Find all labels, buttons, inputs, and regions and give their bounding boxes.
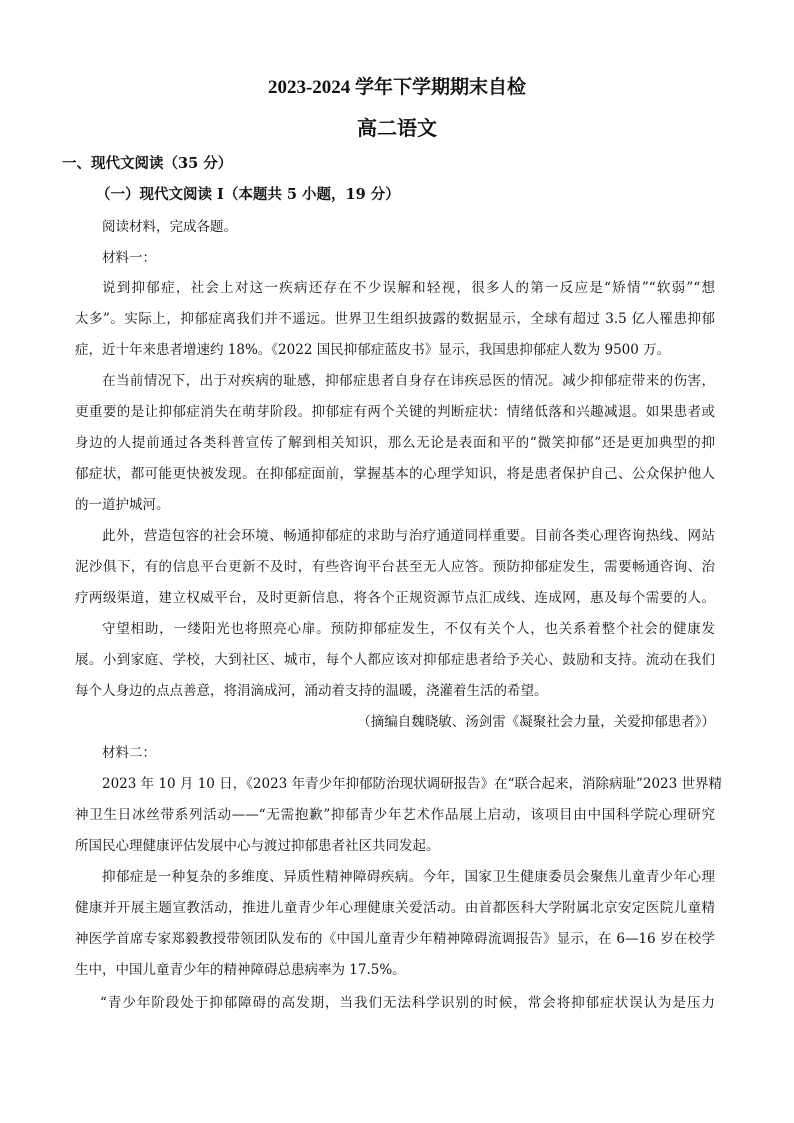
paragraph-line: 抑郁症是一种复杂的多维度、异质性精神障碍疾病。今年，国家卫生健康委员会聚焦儿童青少年心理 <box>102 869 715 885</box>
paragraph-line: 守望相助，一缕阳光也将照亮心扉。预防抑郁症发生，不仅有关个人，也关系着整个社会的健康发 <box>102 621 715 637</box>
paragraph-line: 2023 年 10 月 10 日，《2023 年青少年抑郁防治现状调研报告》在“联合起来，消除病耻”2023 世界精 <box>102 776 723 792</box>
paragraph-line: 展。小到家庭、学校，大到社区、城市，每个人都应该对抑郁症患者给予关心、鼓励和支持。流动在我们 <box>75 652 715 668</box>
material-2-label: 材料二： <box>102 745 156 761</box>
paragraph-line: 每个人身边的点点善意，将涓滴成河，涌动着支持的温暖，浇灌着生活的希望。 <box>75 683 548 699</box>
paragraph-line: 郁症状，都可能更快被发现。在抑郁症面前，掌握基本的心理学知识，将是患者保护自己、公众保护他人 <box>75 466 715 482</box>
paragraph-line: 所国民心理健康评估发展中心与渡过抑郁患者社区共同发起。 <box>75 838 440 854</box>
material-1-source: （摘编自魏晓敏、汤剑雷《凝聚社会力量，关爱抑郁患者》） <box>357 714 715 730</box>
paragraph-line: 健康并开展主题宣教活动，推进儿童青少年心理健康关爱活动。由首都医科大学附属北京安定医院儿童精 <box>75 900 715 916</box>
document-subtitle: 高二语文 <box>357 118 437 140</box>
paragraph-line: 的一道护城河。 <box>75 497 170 513</box>
section-heading: 一、现代文阅读（35 分） <box>62 155 233 172</box>
paragraph-line: 说到抑郁症，社会上对这一疾病还存在不少误解和轻视，很多人的第一反应是“矫情”“软弱”“想 <box>102 280 715 296</box>
paragraph-line: 太多”。实际上，抑郁症离我们并不遥远。世界卫生组织披露的数据显示，全球有超过 3.5 亿人罹患抑郁 <box>75 311 715 327</box>
paragraph-line: 生中，中国儿童青少年的精神障碍总患病率为 17.5%。 <box>75 962 406 978</box>
instruction-text: 阅读材料，完成各题。 <box>102 219 237 235</box>
paragraph-line: 泥沙俱下，有的信息平台更新不及时，有些咨询平台甚至无人应答。预防抑郁症发生，需要畅通咨询、治 <box>75 559 715 575</box>
paragraph-line: 神医学首席专家郑毅教授带领团队发布的《中国儿童青少年精神障碍流调报告》显示，在 6—16 岁在校学 <box>75 931 715 947</box>
paragraph-line: “青少年阶段处于抑郁障碍的高发期，当我们无法科学识别的时候，常会将抑郁症状误认为是压力 <box>100 995 715 1011</box>
paragraph-line: 身边的人提前通过各类科普宣传了解到相关知识，那么无论是表面和平的“微笑抑郁”还是更加典型的抑 <box>75 435 715 451</box>
material-1-label: 材料一： <box>102 250 156 266</box>
document-title: 2023-2024 学年下学期期末自检 <box>267 77 527 98</box>
paragraph-line: 更重要的是让抑郁症消失在萌芽阶段。抑郁症有两个关键的判断症状：情绪低落和兴趣减退。如果患者或 <box>75 404 715 420</box>
paragraph-line: 神卫生日冰丝带系列活动——“无需抱歉”抑郁青少年艺术作品展上启动，该项目由中国科学院心理研究 <box>75 807 715 823</box>
subsection-heading: （一）现代文阅读 I（本题共 5 小题，19 分） <box>96 186 400 203</box>
paragraph-line: 此外，营造包容的社会环境、畅通抑郁症的求助与治疗通道同样重要。目前各类心理咨询热线、网站 <box>102 528 715 544</box>
paragraph-line: 疗两级渠道，建立权威平台，及时更新信息，将各个正规资源节点汇成线、连成网，惠及每个需要的人。 <box>75 590 715 606</box>
paragraph-line: 症，近十年来患者增速约 18%。《2022 国民抑郁症蓝皮书》显示，我国患抑郁症人数为 9500 万。 <box>75 342 671 358</box>
paragraph-line: 在当前情况下，出于对疾病的耻感，抑郁症患者自身存在讳疾忌医的情况。减少抑郁症带来的伤害， <box>102 373 715 389</box>
